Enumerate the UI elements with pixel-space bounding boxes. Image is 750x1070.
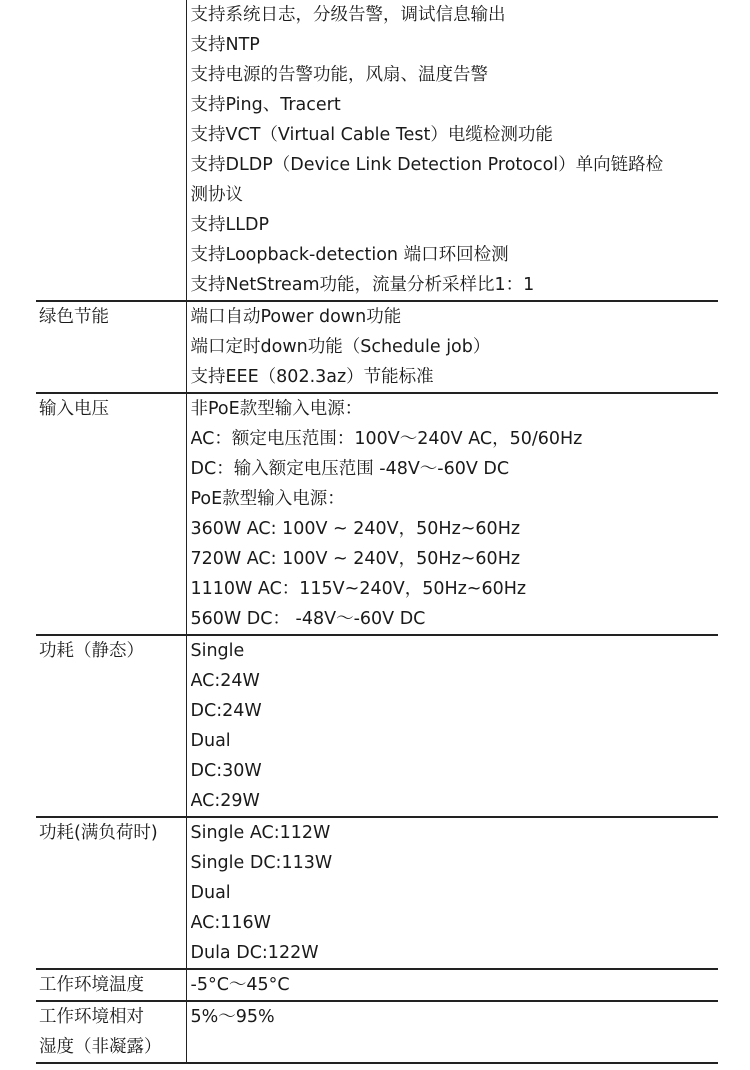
- spec-table: [36, 0, 718, 1064]
- spec-value-line: 支持EEE（802.3az）节能标准: [190, 367, 434, 387]
- spec-value-line: 支持Loopback-detection 端口环回检测: [190, 245, 509, 265]
- spec-value-line: Dula DC:122W: [190, 943, 319, 963]
- spec-label-line: 输入电压: [39, 399, 109, 419]
- spec-value-line: DC:30W: [190, 761, 262, 781]
- spec-value-line: 360W AC: 100V ~ 240V，50Hz~60Hz: [190, 519, 521, 539]
- spec-label-line: 工作环境温度: [39, 975, 144, 995]
- spec-value-line: Single AC:112W: [190, 823, 331, 843]
- spec-value-line: AC:116W: [190, 913, 271, 933]
- spec-value-line: 支持LLDP: [190, 215, 270, 235]
- spec-value-line: 支持Ping、Tracert: [190, 95, 341, 115]
- spec-value-line: 端口定时down功能（Schedule job）: [190, 337, 491, 357]
- spec-value-line: Dual: [190, 731, 231, 751]
- spec-value-line: 支持DLDP（Device Link Detection Protocol）单向链路检: [190, 155, 664, 175]
- spec-value-line: 560W DC： -48V～-60V DC: [190, 609, 426, 629]
- spec-value-line: AC：额定电压范围：100V～240V AC，50/60Hz: [190, 429, 583, 449]
- spec-value-cell: [186, 969, 718, 1001]
- spec-value-line: 支持NTP: [190, 35, 260, 55]
- spec-label-cell: [36, 301, 186, 393]
- spec-row: [36, 393, 718, 635]
- spec-value-line: Dual: [190, 883, 231, 903]
- spec-value-line: 非PoE款型输入电源：: [190, 399, 363, 419]
- spec-value-line: PoE款型输入电源：: [190, 489, 345, 509]
- spec-row: [36, 969, 718, 1001]
- spec-label-cell: [36, 1001, 186, 1063]
- spec-value-cell: [186, 1001, 718, 1063]
- spec-value-line: 支持VCT（Virtual Cable Test）电缆检测功能: [190, 125, 553, 145]
- spec-value-cell: [186, 393, 718, 635]
- spec-value-line: 支持NetStream功能，流量分析采样比1：1: [190, 275, 535, 295]
- spec-value-line: Single: [190, 641, 245, 661]
- spec-label-cell: [36, 817, 186, 969]
- spec-value-cell: [186, 817, 718, 969]
- spec-row: [36, 635, 718, 817]
- spec-value-line: DC:24W: [190, 701, 262, 721]
- spec-value-line: AC:29W: [190, 791, 260, 811]
- spec-value-cell: [186, 0, 718, 301]
- spec-value-line: AC:24W: [190, 671, 260, 691]
- spec-value-cell: [186, 635, 718, 817]
- spec-label-cell: [36, 969, 186, 1001]
- spec-value-line: Single DC:113W: [190, 853, 333, 873]
- spec-table-body: [36, 0, 718, 1063]
- spec-value-line: DC：输入额定电压范围 -48V～-60V DC: [190, 459, 510, 479]
- spec-label-cell: [36, 635, 186, 817]
- spec-value-line: [191, 1032, 719, 1062]
- spec-label-line: 湿度（非凝露）: [39, 1037, 162, 1057]
- spec-value-line: 5%～95%: [190, 1007, 275, 1027]
- spec-label-line: 绿色节能: [39, 307, 109, 327]
- spec-value-line: 支持电源的告警功能，风扇、温度告警: [190, 65, 488, 85]
- spec-value-line: 720W AC: 100V ~ 240V，50Hz~60Hz: [190, 549, 521, 569]
- spec-label-line: 功耗(满负荷时): [39, 823, 158, 843]
- spec-label-cell: [36, 393, 186, 635]
- spec-row: [36, 817, 718, 969]
- spec-label-line: 工作环境相对: [39, 1007, 144, 1027]
- spec-value-cell: [186, 301, 718, 393]
- spec-row: [36, 301, 718, 393]
- spec-value-line: 支持系统日志，分级告警，调试信息输出: [190, 5, 506, 25]
- spec-label-line: 功耗（静态）: [39, 641, 144, 661]
- spec-row: [36, 0, 718, 301]
- spec-value-line: 1110W AC：115V~240V，50Hz~60Hz: [190, 579, 527, 599]
- spec-row: [36, 1001, 718, 1063]
- spec-value-line: 端口自动Power down功能: [190, 307, 402, 327]
- spec-label-cell: [36, 0, 186, 301]
- spec-value-line: 测协议: [190, 185, 243, 205]
- spec-value-line: -5°C～45°C: [190, 975, 290, 995]
